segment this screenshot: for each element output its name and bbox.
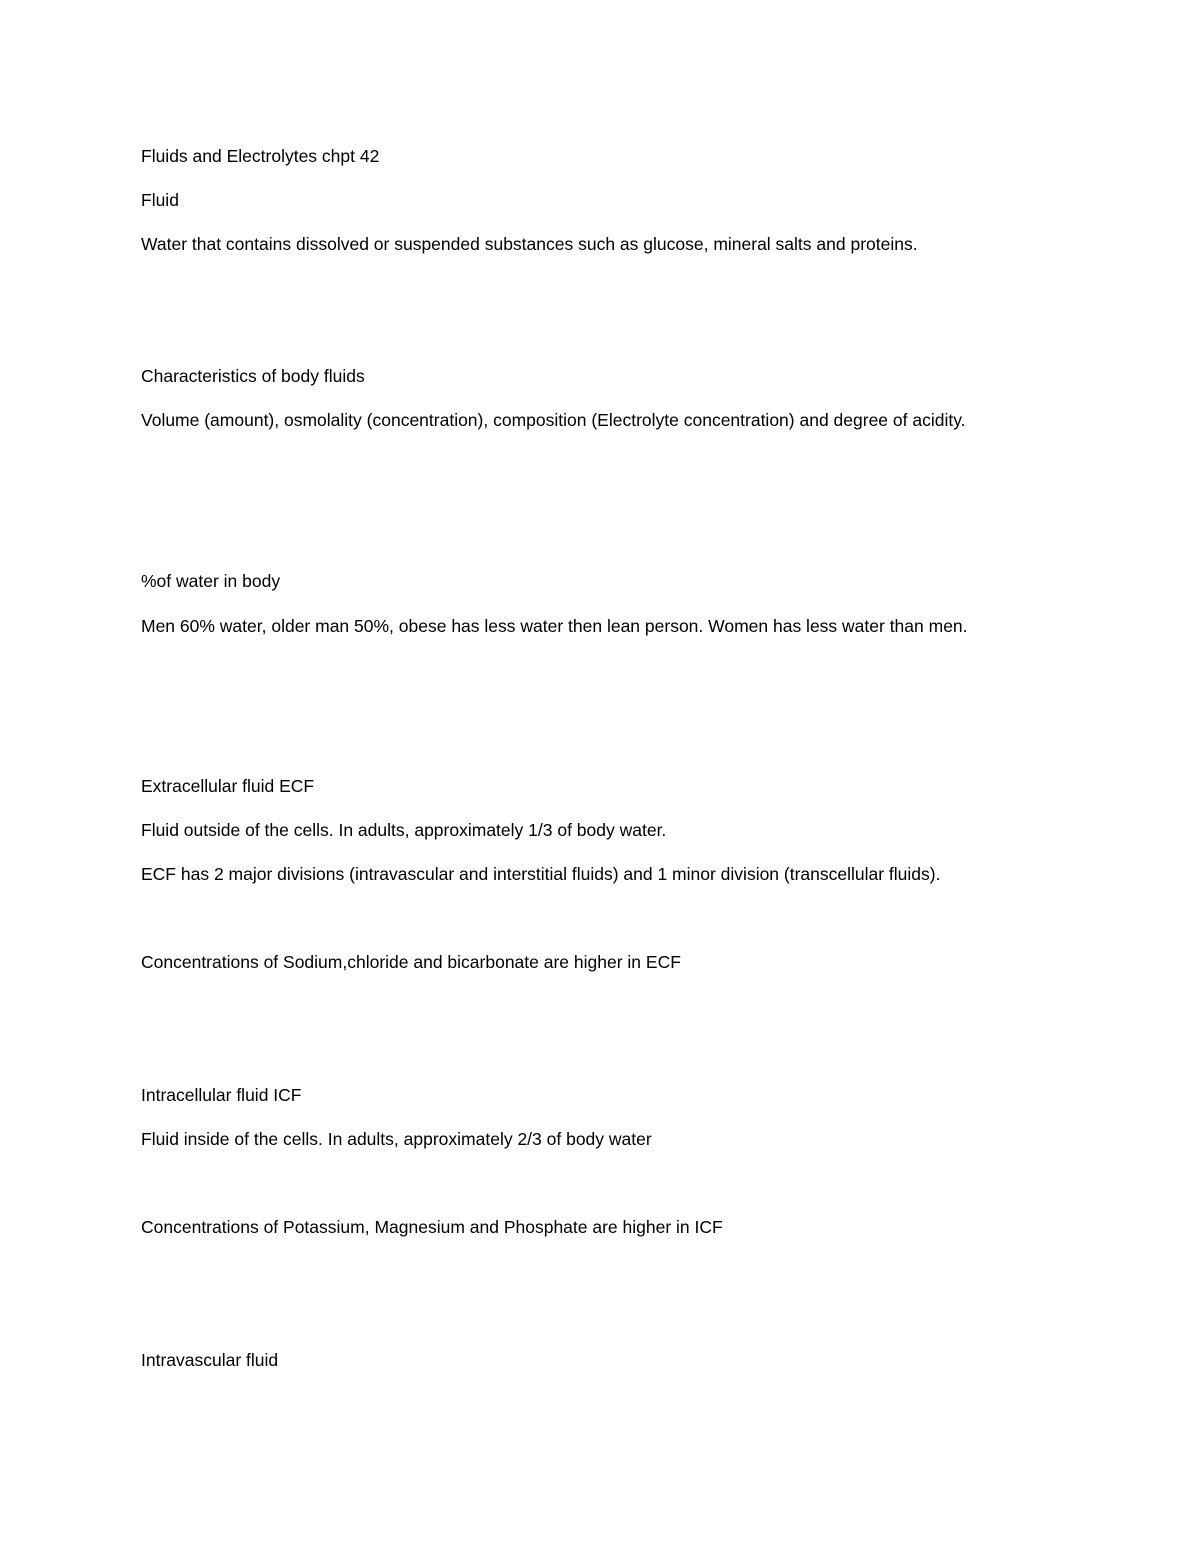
ecf-heading: Extracellular fluid ECF	[141, 776, 315, 796]
ecf-text-3: Concentrations of Sodium,chloride and bicarbonate are higher in ECF	[141, 952, 681, 972]
characteristics-text: Volume (amount), osmolality (concentration), composition (Electrolyte concentration) and degree of acidity.	[141, 410, 966, 430]
intravascular-heading: Intravascular fluid	[141, 1350, 279, 1370]
fluid-definition: Water that contains dissolved or suspended substances such as glucose, mineral salts and proteins.	[141, 234, 918, 254]
icf-text-1: Fluid inside of the cells. In adults, approximately 2/3 of body water	[141, 1129, 652, 1149]
water-heading: %of water in body	[141, 571, 281, 591]
document-title: Fluids and Electrolytes chpt 42	[141, 146, 380, 166]
icf-heading: Intracellular fluid ICF	[141, 1085, 302, 1105]
ecf-text-2: ECF has 2 major divisions (intravascular and interstitial fluids) and 1 minor division (transcellular fluids).	[141, 864, 941, 884]
fluid-heading: Fluid	[141, 190, 179, 210]
water-text: Men 60% water, older man 50%, obese has less water then lean person. Women has less water than men.	[141, 616, 968, 636]
icf-text-2: Concentrations of Potassium, Magnesium and Phosphate are higher in ICF	[141, 1217, 723, 1237]
characteristics-heading: Characteristics of body fluids	[141, 366, 365, 386]
ecf-text-1: Fluid outside of the cells. In adults, approximately 1/3 of body water.	[141, 820, 667, 840]
